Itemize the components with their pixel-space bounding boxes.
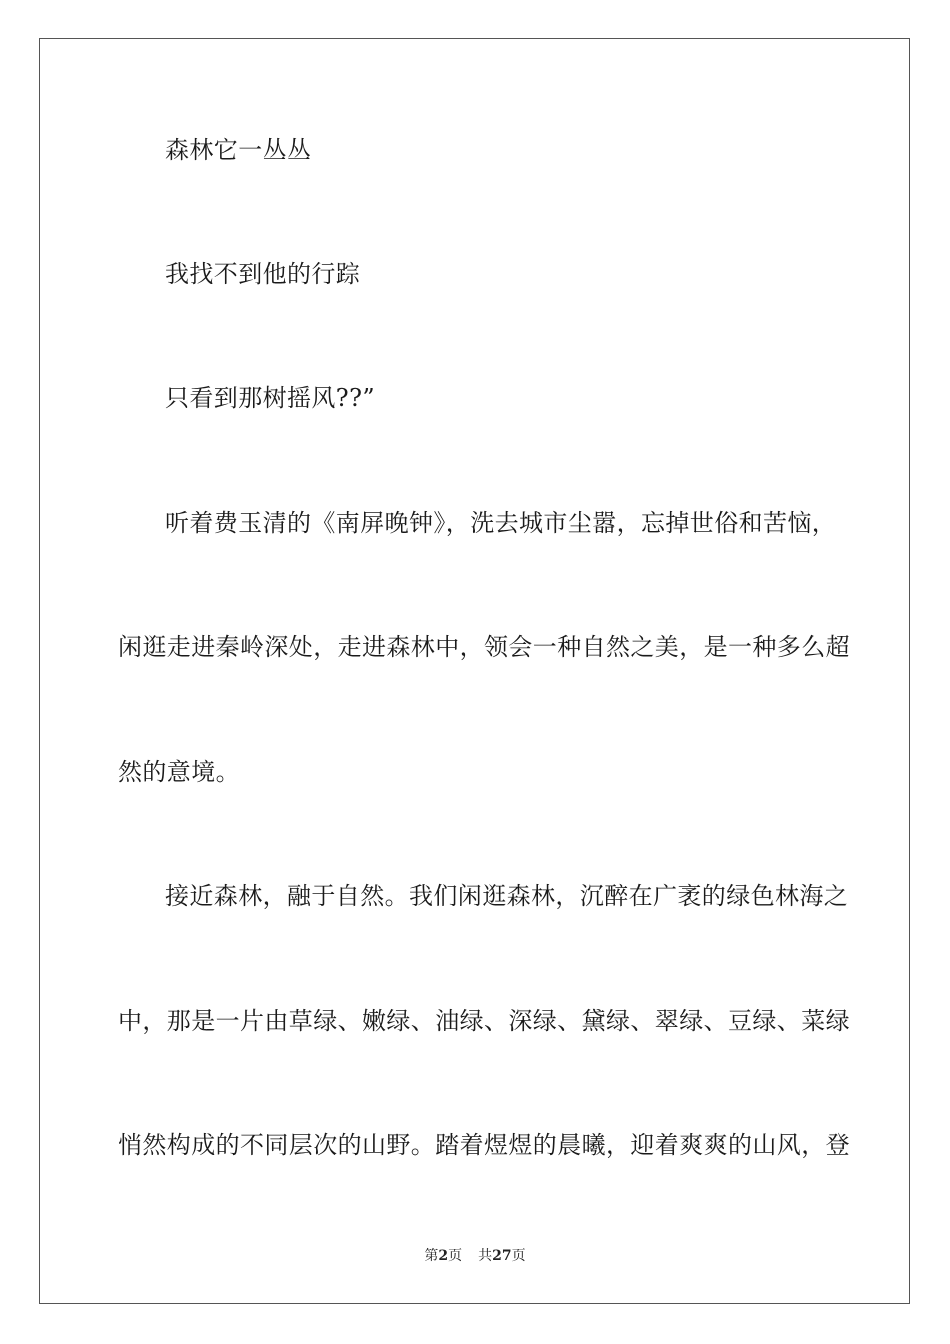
text-line-6: 然的意境。 (118, 758, 240, 786)
text-line-2: 我找不到他的行踪 (165, 260, 361, 288)
page-label-prefix: 第 (424, 1248, 439, 1264)
text-line-5: 闲逛走进秦岭深处，走进森林中，领会一种自然之美，是一种多么超 (118, 633, 850, 661)
page-border (39, 38, 910, 1304)
page-footer (0, 1246, 950, 1266)
page-label-suffix: 页 (448, 1248, 463, 1264)
text-line-9: 悄然构成的不同层次的山野。踏着煜煜的晨曦，迎着爽爽的山风，登 (118, 1131, 850, 1159)
text-line-4: 听着费玉清的《南屏晚钟》，洗去城市尘嚣，忘掉世俗和苦恼， (165, 509, 837, 537)
page-number: 2 (438, 1248, 449, 1264)
text-line-1: 森林它一丛丛 (165, 136, 312, 164)
text-line-8: 中，那是一片由草绿、嫩绿、油绿、深绿、黛绿、翠绿、豆绿、菜绿 (118, 1007, 850, 1035)
total-label-prefix: 共 (478, 1248, 493, 1264)
text-line-7: 接近森林，融于自然。我们闲逛森林，沉醉在广袤的绿色林海之 (165, 882, 849, 910)
text-line-3: 只看到那树摇风??” (165, 384, 376, 412)
total-pages: 27 (492, 1248, 512, 1264)
total-label-suffix: 页 (511, 1248, 526, 1264)
